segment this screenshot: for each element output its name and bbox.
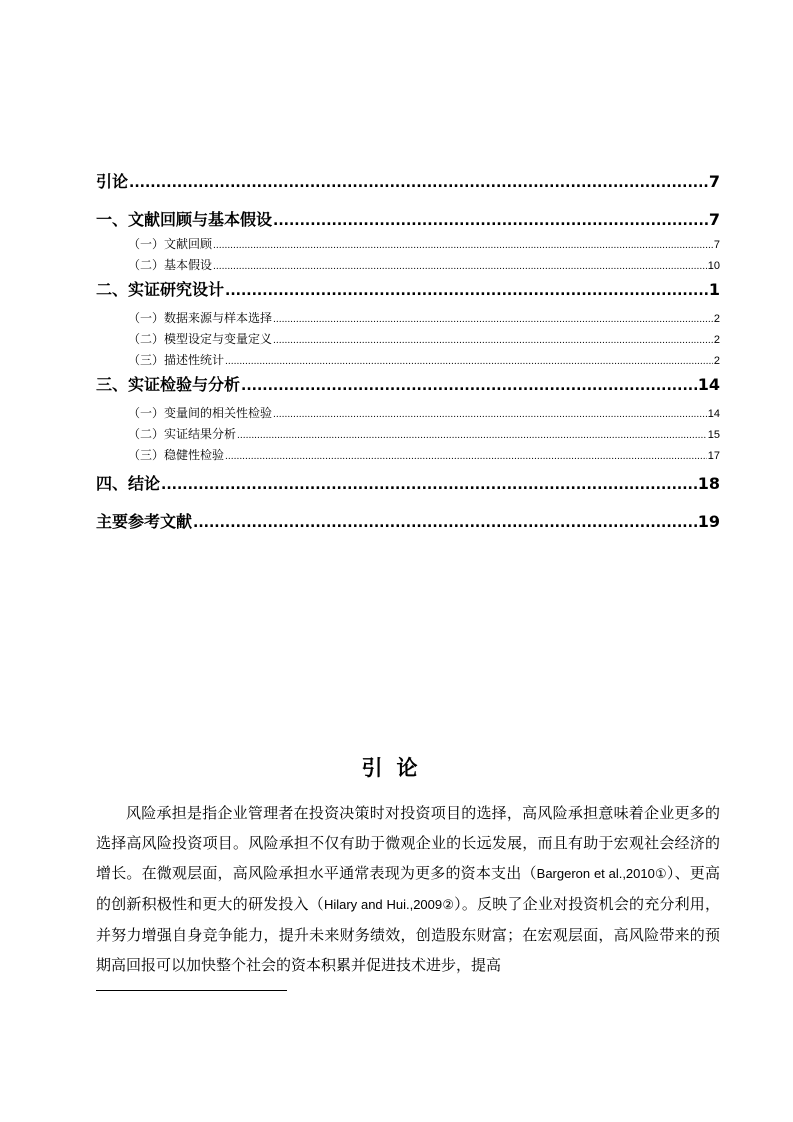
citation-2: Hilary and Hui.,2009 bbox=[323, 897, 443, 912]
toc-entry-title: （二）模型设定与变量定义 bbox=[128, 332, 273, 346]
toc-entry-page: 10 bbox=[707, 260, 720, 272]
toc-entry-title: 三、实证检验与分析 bbox=[96, 375, 241, 394]
toc-entry-page: 19 bbox=[697, 512, 720, 531]
toc-leader-dots bbox=[161, 471, 697, 498]
para-text-1: 风险承担是指企业管理者在投资决策时对投资项目的选择，高风险承担意味着企业更多的选择高风险投资项目。风险承担不仅有助于微观企业的长远发展，而且有助于宏观社会经济的增长。在微观层面，高风险承担水平通常表现为更多的资本支出（ bbox=[96, 804, 720, 882]
toc-subentry[interactable] bbox=[96, 350, 720, 371]
toc-leader-dots bbox=[225, 277, 708, 304]
toc-entry[interactable] bbox=[96, 470, 720, 498]
citation-1: Bargeron et al.,2010 bbox=[536, 866, 655, 881]
toc-entry-title: （三）描述性统计 bbox=[128, 353, 225, 367]
para-text-3: ）。反映了企业对投资机会的充分利用，并努力增强自身竞争能力，提升未来财务绩效，创造股东财富；在宏观层面，高风险带来的预期高回报可以加快整个社会的资本积累并促进技术进步，提高 bbox=[96, 895, 720, 974]
toc-subentry[interactable] bbox=[96, 255, 720, 276]
toc-entry-title: 引论 bbox=[96, 172, 129, 191]
toc-entry-page: 1 bbox=[708, 280, 720, 299]
toc-subentry[interactable] bbox=[96, 308, 720, 329]
toc-entry-page: 2 bbox=[713, 313, 720, 325]
toc-entry-title: （一）变量间的相关性检验 bbox=[128, 406, 273, 420]
para-text-2: ）、更高的创新积极性和更大的研发投入（ bbox=[96, 864, 720, 913]
toc-entry-page: 14 bbox=[697, 375, 720, 394]
footnote-marker-1[interactable]: ① bbox=[654, 866, 667, 881]
footnote-separator bbox=[96, 990, 287, 991]
toc-leader-dots bbox=[237, 426, 707, 445]
footnote-marker-2[interactable]: ② bbox=[442, 897, 455, 912]
toc-entry[interactable] bbox=[96, 206, 720, 234]
toc-entry[interactable] bbox=[96, 168, 720, 196]
toc-entry-page: 17 bbox=[707, 450, 720, 462]
toc-subentry[interactable] bbox=[96, 234, 720, 255]
toc-entry-title: 四、结论 bbox=[96, 474, 161, 493]
toc-entry-title: （二）实证结果分析 bbox=[128, 427, 237, 441]
toc-leader-dots bbox=[241, 372, 697, 399]
toc-entry-title: 一、文献回顾与基本假设 bbox=[96, 210, 273, 229]
toc-entry-page: 7 bbox=[713, 239, 720, 251]
table-of-contents bbox=[96, 168, 720, 536]
toc-entry[interactable] bbox=[96, 276, 720, 304]
toc-entry-page: 7 bbox=[708, 172, 720, 191]
toc-subentry[interactable] bbox=[96, 445, 720, 466]
toc-entry-page: 15 bbox=[707, 429, 720, 441]
toc-leader-dots bbox=[273, 310, 713, 329]
toc-entry-title: （二）基本假设 bbox=[128, 258, 213, 272]
toc-entry-page: 2 bbox=[713, 334, 720, 346]
toc-leader-dots bbox=[193, 509, 697, 536]
toc-subentry[interactable] bbox=[96, 424, 720, 445]
toc-entry[interactable] bbox=[96, 508, 720, 536]
toc-leader-dots bbox=[129, 169, 708, 196]
toc-leader-dots bbox=[225, 447, 707, 466]
toc-leader-dots bbox=[225, 352, 713, 371]
toc-entry-title: （一）文献回顾 bbox=[128, 237, 213, 251]
toc-entry-page: 7 bbox=[708, 210, 720, 229]
toc-entry-page: 14 bbox=[707, 408, 720, 420]
toc-entry-title: （三）稳健性检验 bbox=[128, 448, 225, 462]
body-paragraph bbox=[96, 798, 720, 980]
toc-leader-dots bbox=[273, 331, 713, 350]
toc-entry-page: 18 bbox=[697, 474, 720, 493]
toc-subentry[interactable] bbox=[96, 329, 720, 350]
toc-subentry[interactable] bbox=[96, 403, 720, 424]
toc-entry[interactable] bbox=[96, 371, 720, 399]
toc-leader-dots bbox=[273, 405, 707, 424]
toc-leader-dots bbox=[213, 236, 713, 255]
toc-entry-title: 二、实证研究设计 bbox=[96, 280, 225, 299]
toc-leader-dots bbox=[273, 207, 708, 234]
toc-entry-title: 主要参考文献 bbox=[96, 512, 193, 531]
toc-entry-title: （一）数据来源与样本选择 bbox=[128, 311, 273, 325]
toc-leader-dots bbox=[213, 257, 707, 276]
toc-entry-page: 2 bbox=[713, 355, 720, 367]
section-title: 引论 bbox=[361, 756, 432, 780]
